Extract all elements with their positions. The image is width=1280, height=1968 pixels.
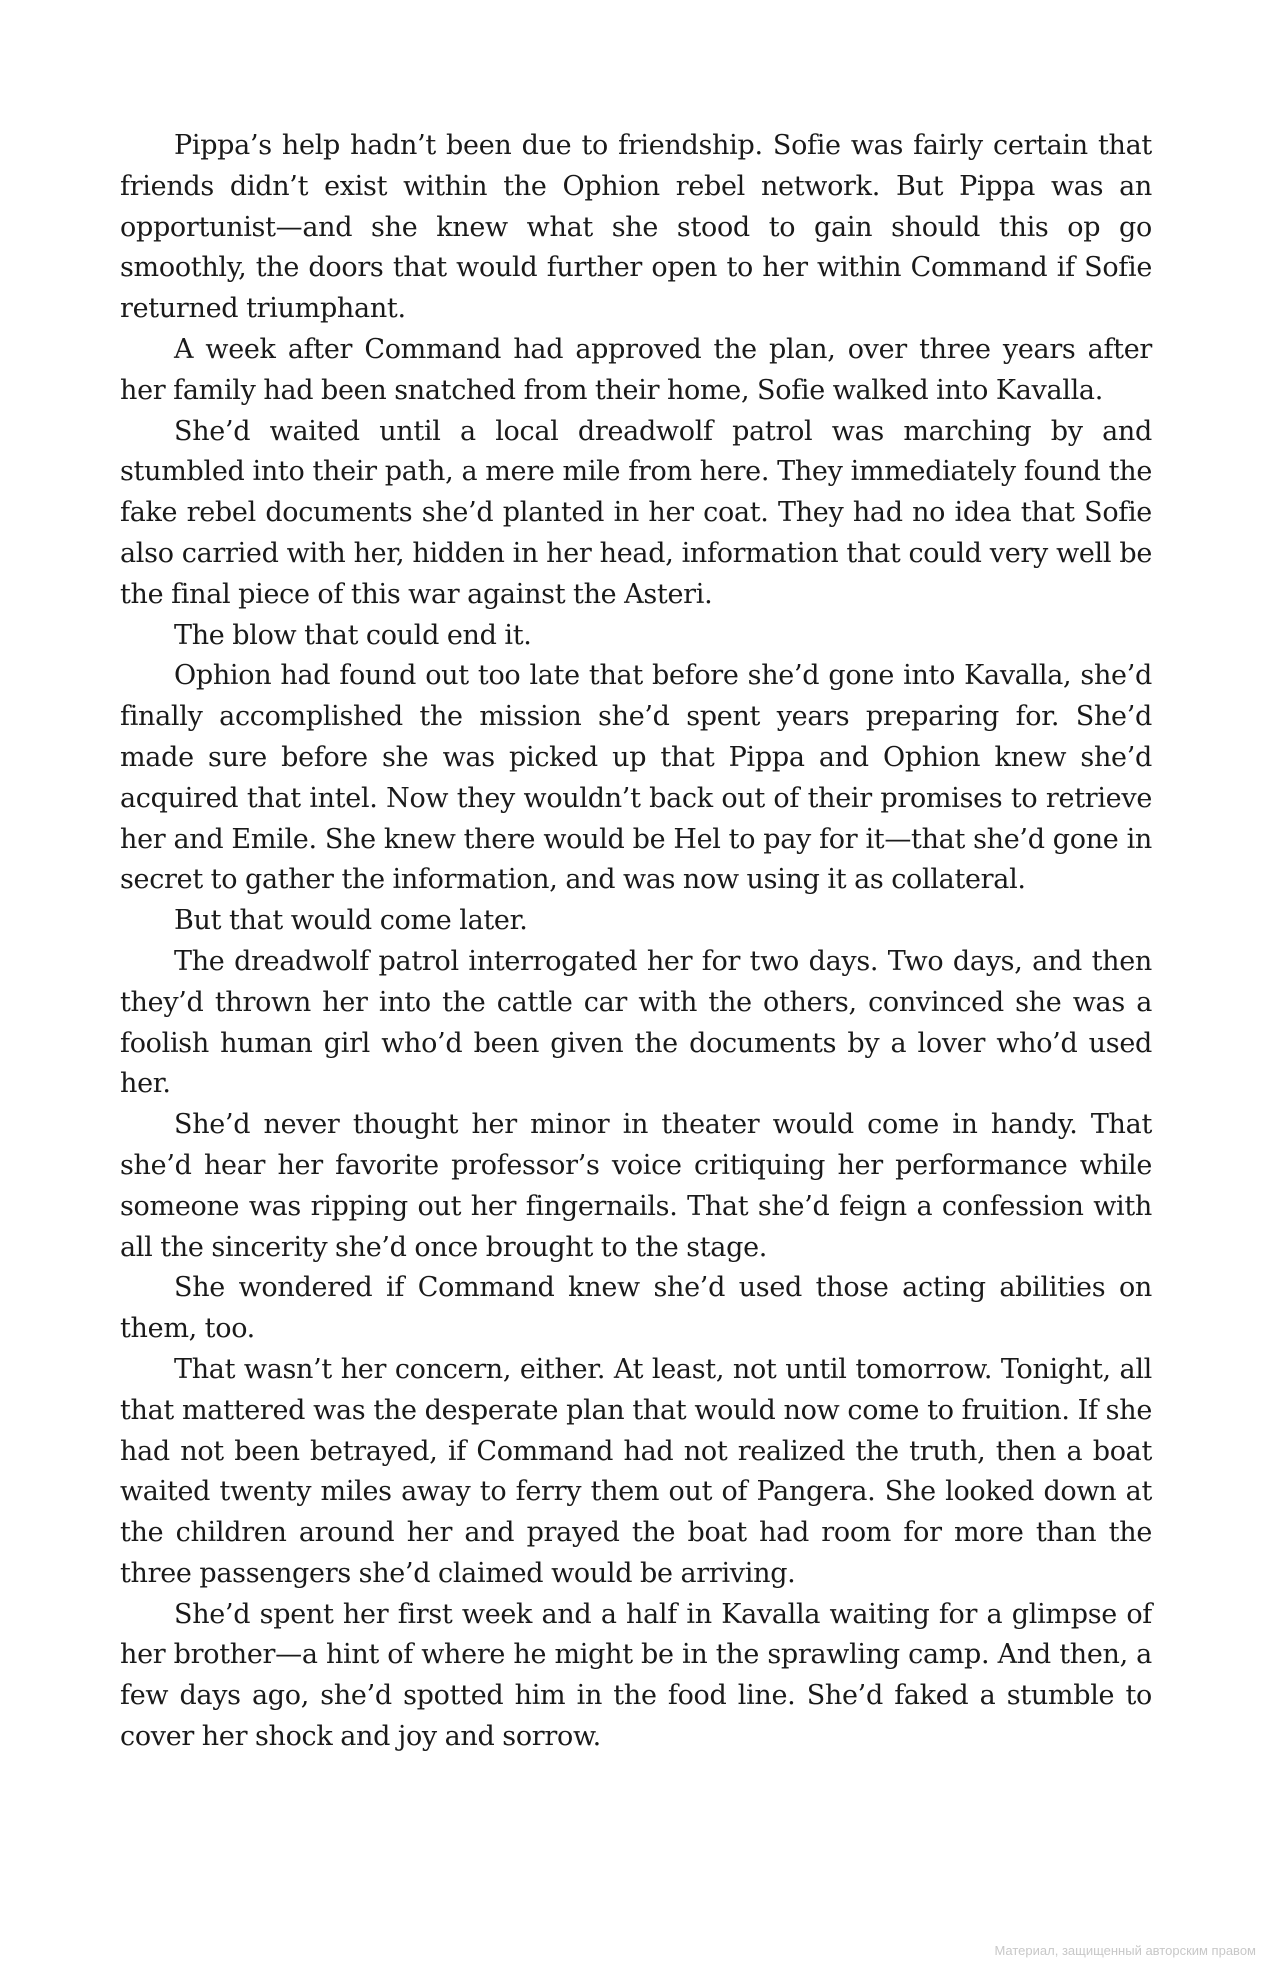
copyright-watermark: Материал, защищенный авторским правом: [994, 1943, 1256, 1958]
paragraph: That wasn’t her concern, either. At least, not until tomorrow. Tonight, all that mattered was the desperate plan that would now come to fruition. If she had not been betrayed, if Command had not realized the truth, then a boat waited twenty miles away to ferry them out of Pangera. She looked down at the children around her and prayed the boat had room for more than the three passengers she’d claimed would be arriving.: [120, 1353, 1152, 1589]
paragraph: Ophion had found out too late that before she’d gone into Kavalla, she’d finally accomplished the mission she’d spent years preparing for. She’d made sure before she was picked up that Pippa and Ophion knew she’d acquired that intel. Now they wouldn’t back out of their promises to retrieve her and Emile. She knew there would be Hel to pay for it—that she’d gone in secret to gather the information, and was now using it as collateral.: [120, 660, 1152, 896]
paragraph: She wondered if Command knew she’d used those acting abilities on them, too.: [120, 1272, 1152, 1345]
page-body: [120, 126, 1152, 1758]
paragraph: She’d never thought her minor in theater would come in handy. That she’d hear her favorite professor’s voice critiquing her performance while someone was ripping out her fingernails. That she’d feign a confession with all the sincerity she’d once brought to the stage.: [120, 1109, 1152, 1263]
paragraph: The blow that could end it.: [174, 619, 532, 651]
paragraph: Pippa’s help hadn’t been due to friendship. Sofie was fairly certain that friends didn’t exist within the Ophion rebel network. But Pippa was an opportunist—and she knew what she stood to gain should this op go smoothly, the doors that would further open to her within Command if Sofie returned triumphant.: [120, 130, 1152, 325]
paragraph: A week after Command had approved the plan, over three years after her family had been snatched from their home, Sofie walked into Kavalla.: [120, 333, 1152, 406]
paragraph: But that would come later.: [174, 905, 528, 937]
paragraph: She’d spent her first week and a half in Kavalla waiting for a glimpse of her brother—a hint of where he might be in the sprawling camp. And then, a few days ago, she’d spotted him in the food line. She’d faked a stumble to cover her shock and joy and sorrow.: [120, 1598, 1152, 1753]
paragraph: She’d waited until a local dreadwolf patrol was marching by and stumbled into their path, a mere mile from here. They immediately found the fake rebel documents she’d planted in her coat. They had no idea that Sofie also carried with her, hidden in her head, information that could very well be the final piece of this war against the Asteri.: [120, 415, 1152, 610]
paragraph: The dreadwolf patrol interrogated her for two days. Two days, and then they’d thrown her into the cattle car with the others, convinced she was a foolish human girl who’d been given the documents by a lover who’d used her.: [120, 945, 1152, 1100]
